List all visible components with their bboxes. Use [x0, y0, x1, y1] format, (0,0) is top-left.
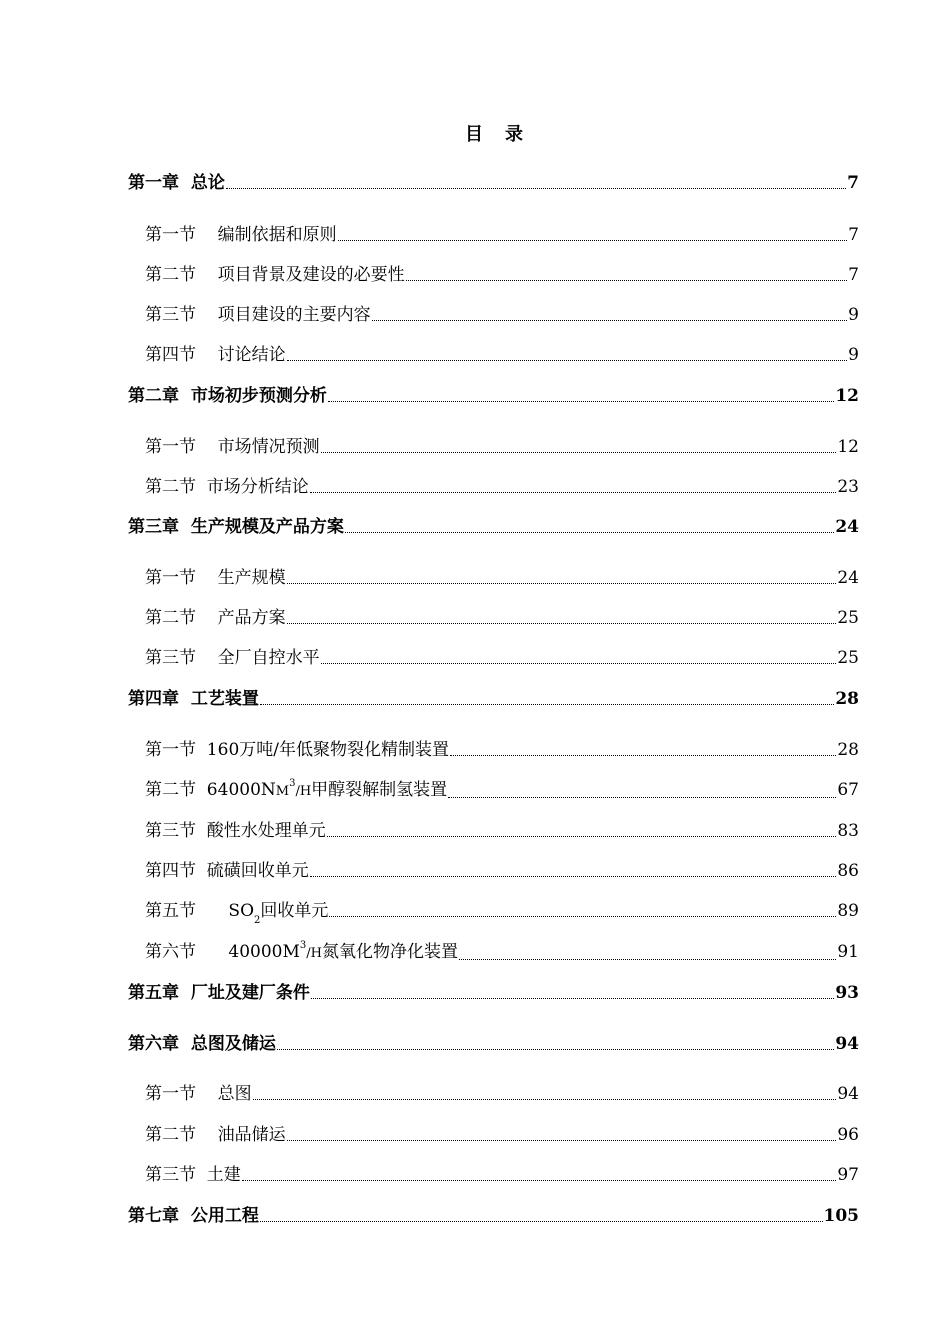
label-part: 回收单元: [260, 901, 329, 921]
toc-entry-label: 第二节 产品方案: [145, 608, 286, 628]
toc-page-number: 28: [837, 740, 859, 760]
toc-page-number: 25: [837, 648, 859, 668]
toc-entry-label: 第一节 市场情况预测: [145, 437, 320, 457]
dot-leader: [260, 703, 834, 705]
toc-chapter-1[interactable]: [128, 172, 859, 194]
dot-leader: [345, 531, 834, 533]
dot-leader: [287, 359, 848, 361]
dot-leader: [277, 1048, 834, 1050]
toc-section-1-1[interactable]: [145, 224, 859, 246]
label-part: 第二节 64000N: [145, 780, 276, 800]
toc-page-number: 24: [835, 517, 859, 537]
toc-page-number: 24: [837, 568, 859, 588]
toc-entry-label: 第二节 市场分析结论: [145, 477, 309, 497]
toc-page-number: 7: [848, 225, 859, 245]
toc-section-3-1[interactable]: [145, 567, 859, 589]
dot-leader: [338, 239, 848, 241]
label-part: 氮氧化物净化装置: [322, 942, 459, 962]
toc-entry-label: 第三章 生产规模及产品方案: [128, 517, 344, 537]
toc-section-1-4[interactable]: [145, 344, 859, 366]
toc-section-3-2[interactable]: [145, 607, 859, 629]
toc-entry-label: 第四节 硫磺回收单元: [145, 861, 309, 881]
toc-section-4-3[interactable]: [145, 820, 859, 842]
toc-page-number: 89: [837, 901, 859, 921]
dot-leader: [311, 997, 834, 999]
label-part: 第五节 SO: [145, 901, 255, 921]
toc-page-number: 28: [835, 689, 859, 709]
toc-chapter-2[interactable]: [128, 385, 859, 407]
toc-page-number: 97: [837, 1165, 859, 1185]
toc-chapter-4[interactable]: [128, 688, 859, 710]
toc-entry-label: [145, 900, 329, 927]
toc-entry-label: 第三节 土建: [145, 1165, 241, 1185]
toc-page-number: 83: [837, 821, 859, 841]
toc-chapter-3[interactable]: [128, 516, 859, 538]
toc-page-number: 67: [837, 780, 859, 800]
label-part-smallcaps: M: [275, 784, 290, 799]
toc-page-number: 12: [835, 386, 859, 406]
toc-entry-label: 第三节 全厂自控水平: [145, 648, 320, 668]
toc-section-6-1[interactable]: [145, 1083, 859, 1105]
toc-page-number: 9: [848, 305, 859, 325]
toc-section-1-3[interactable]: [145, 304, 859, 326]
dot-leader: [448, 796, 836, 798]
dot-leader: [321, 451, 837, 453]
toc-page-number: 12: [837, 437, 859, 457]
toc-section-2-1[interactable]: [145, 436, 859, 458]
toc-entry-label: [145, 941, 458, 965]
toc-chapter-7[interactable]: [128, 1205, 859, 1227]
dot-leader: [406, 279, 848, 281]
label-part: 甲醇裂解制氢装置: [311, 780, 448, 800]
toc-chapter-6[interactable]: [128, 1033, 859, 1055]
toc-title: 目 录: [465, 124, 525, 145]
superscript-3: 3: [299, 940, 307, 952]
toc-entry-label: 第二节 项目背景及建设的必要性: [145, 265, 405, 285]
superscript-3: 3: [289, 778, 296, 790]
toc-section-4-2[interactable]: [145, 779, 859, 803]
dot-leader: [310, 491, 837, 493]
toc-section-1-2[interactable]: [145, 264, 859, 286]
toc-entry-label: 第二节 油品储运: [145, 1125, 286, 1145]
toc-entry-label: [145, 779, 447, 803]
toc-entry-label: 第一节 总图: [145, 1084, 252, 1104]
dot-leader: [459, 958, 836, 960]
subscript-2: 2: [254, 915, 261, 927]
dot-leader: [321, 662, 837, 664]
dot-leader: [260, 1220, 823, 1222]
toc-entry-label: 第三节 项目建设的主要内容: [145, 305, 371, 325]
toc-page-number: 9: [848, 345, 859, 365]
toc-page-number: 91: [837, 942, 859, 962]
dot-leader: [287, 1139, 837, 1141]
toc-section-4-1[interactable]: [145, 739, 859, 761]
toc-section-6-2[interactable]: [145, 1124, 859, 1146]
toc-page-number: 86: [837, 861, 859, 881]
toc-page-number: 93: [835, 983, 859, 1003]
toc-entry-label: 第六章 总图及储运: [128, 1034, 276, 1054]
toc-page-number: 7: [848, 265, 859, 285]
dot-leader: [226, 187, 846, 189]
dot-leader: [329, 915, 836, 917]
toc-entry-label: 第一节 生产规模: [145, 568, 286, 588]
toc-section-3-3[interactable]: [145, 647, 859, 669]
label-part-unit: /H: [295, 784, 312, 799]
toc-page-number: 25: [837, 608, 859, 628]
toc-section-4-5[interactable]: [145, 900, 859, 927]
toc-entry-label: 第一节 编制依据和原则: [145, 225, 337, 245]
toc-entry-label: 第四节 讨论结论: [145, 345, 286, 365]
dot-leader: [253, 1098, 837, 1100]
label-part: 第六节 40000M: [145, 942, 300, 962]
toc-entry-label: 第三节 酸性水处理单元: [145, 821, 326, 841]
toc-section-4-6[interactable]: [145, 941, 859, 965]
toc-entry-label: 第七章 公用工程: [128, 1206, 259, 1226]
dot-leader: [372, 319, 848, 321]
toc-entry-label: 第一章 总论: [128, 173, 225, 193]
dot-leader: [287, 622, 837, 624]
dot-leader: [328, 400, 834, 402]
toc-entry-label: 第二章 市场初步预测分析: [128, 386, 327, 406]
dot-leader: [287, 582, 837, 584]
toc-page-number: 96: [837, 1125, 859, 1145]
dot-leader: [327, 835, 837, 837]
toc-page-number: 7: [847, 173, 859, 193]
dot-leader: [310, 875, 837, 877]
toc-entry-label: 第五章 厂址及建厂条件: [128, 983, 310, 1003]
toc-chapter-5[interactable]: [128, 982, 859, 1004]
toc-page-number: 23: [837, 477, 859, 497]
toc-entry-label: 第四章 工艺装置: [128, 689, 259, 709]
toc-page-number: 105: [823, 1206, 859, 1226]
toc-page-number: 94: [835, 1034, 859, 1054]
label-part-unit: /H: [306, 946, 323, 961]
toc-section-4-4[interactable]: [145, 860, 859, 882]
toc-section-2-2[interactable]: [145, 476, 859, 498]
toc-section-6-3[interactable]: [145, 1164, 859, 1186]
dot-leader: [242, 1179, 837, 1181]
toc-page-number: 94: [837, 1084, 859, 1104]
dot-leader: [450, 754, 836, 756]
toc-entry-label: 第一节 160万吨/年低聚物裂化精制装置: [145, 740, 449, 760]
